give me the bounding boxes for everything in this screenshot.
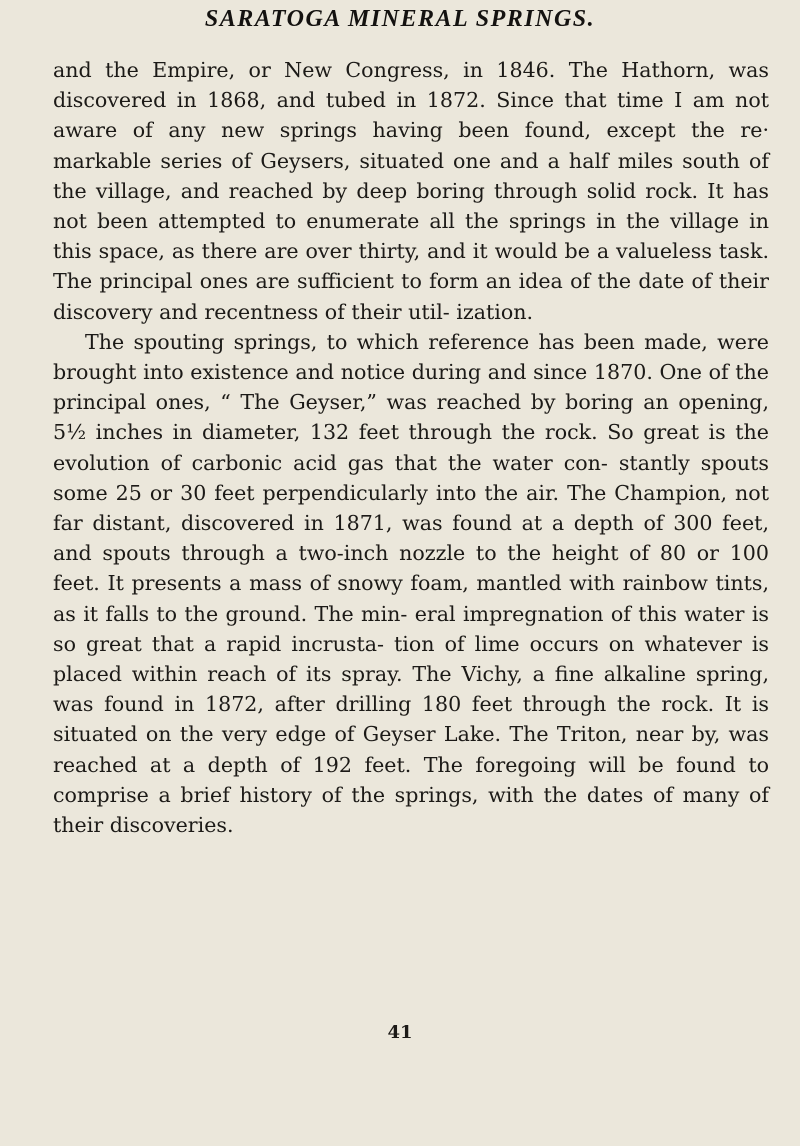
paragraph-spouting-springs: The spouting springs, to which reference has been made, were brought into existence and notice during and since 1870. One of the principal ones, “ The Geyser,” was reached by boring an opening, 5½ inches in diameter, 132 feet through the rock. So great is the evolution of carbonic acid gas that the water con- stantly spouts some 25 or 30 feet perpendicularly into the air. The Champion, not far distant, discovered in 1871, was found at a depth of 300 feet, and spouts through a two-inch nozzle to the height of 80 or 100 feet. It presents a mass of snowy foam, mantled with rainbow tints, as it falls to the ground. The min- eral impregnation of this water is so great that a rapid incrusta- tion of lime occurs on whatever is placed within reach of its spray. The Vichy, a fine alkaline spring, was found in 1872, after drilling 180 feet through the rock. It is situated on the very edge of Geyser Lake. The Triton, near by, was reached at a depth of 192 feet. The foregoing will be found to comprise a brief history of the springs, with the dates of many of their discoveries. (53, 329, 769, 838)
page-number: 41 (387, 1022, 413, 1043)
paragraph-continued: and the Empire, or New Congress, in 1846. The Hathorn, was discovered in 1868, and tubed in 1872. Since that time I am not aware of any new springs having been found, except the re· markable series of Geysers, situated one and a half miles south of the village, and reached by deep boring through solid rock. It has not been attempted to enumerate all the springs in the village in this space, as there are over thirty, and it would be a valueless task. The principal ones are sufficient to form an idea of the date of their discovery and recentness of their util- ization. (53, 58, 769, 324)
running-head-title: SARATOGA MINERAL SPRINGS. (204, 6, 596, 32)
body-text (53, 55, 769, 840)
